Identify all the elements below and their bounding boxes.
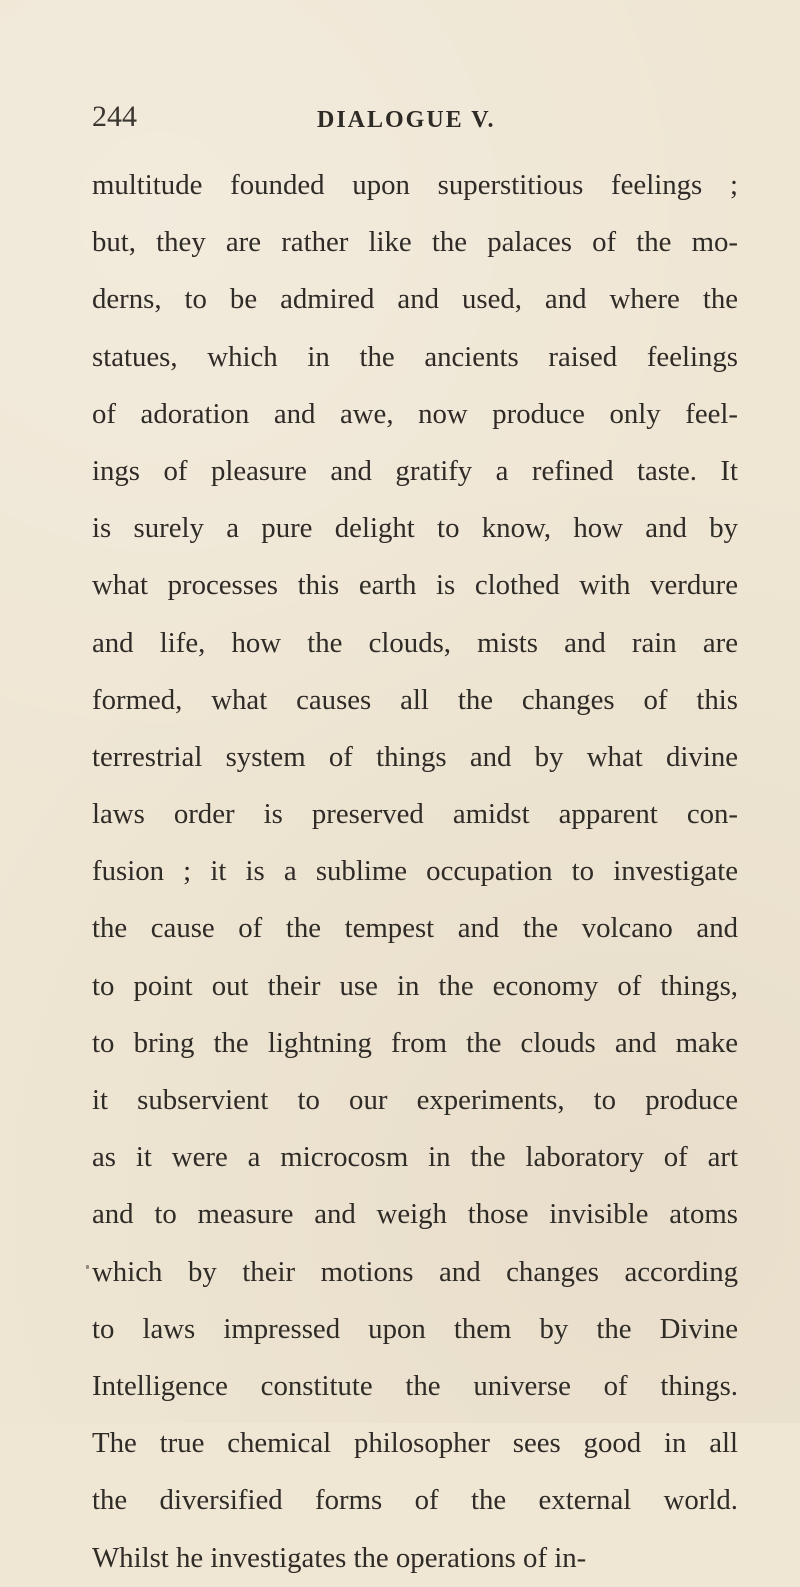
body-text	[92, 157, 738, 1587]
text-line: to point out their use in the economy of things,	[92, 969, 738, 1002]
paper-speck	[86, 1265, 89, 1269]
text-line: formed, what causes all the changes of this	[92, 683, 738, 716]
text-line: the diversified forms of the external world.	[92, 1484, 738, 1517]
text-line: and to measure and weigh those invisible atoms	[92, 1198, 738, 1231]
text-line: it subservient to our experiments, to produce	[92, 1084, 738, 1116]
text-line: which by their motions and changes according	[92, 1255, 738, 1288]
text-line: to bring the lightning from the clouds and make	[92, 1026, 738, 1059]
text-line: the cause of the tempest and the volcano and	[92, 912, 738, 945]
text-line: to laws impressed upon them by the Divine	[92, 1312, 738, 1345]
text-line: ings of pleasure and gratify a refined taste. It	[92, 454, 738, 487]
text-line: but, they are rather like the palaces of the mo-	[92, 226, 738, 259]
text-line: as it were a microcosm in the laboratory of art	[92, 1141, 738, 1174]
text-line: Whilst he investigates the operations of in-	[92, 1541, 587, 1574]
text-line: fusion ; it is a sublime occupation to investigate	[92, 855, 738, 888]
text-line: derns, to be admired and used, and where the	[92, 283, 738, 316]
text-line: laws order is preserved amidst apparent con-	[92, 798, 738, 831]
page-header	[92, 102, 742, 134]
text-line: of adoration and awe, now produce only feel-	[92, 397, 738, 430]
text-line: what processes this earth is clothed with verdure	[92, 569, 738, 602]
page-number: 244	[92, 100, 137, 133]
text-line: Intelligence constitute the universe of things.	[92, 1369, 738, 1402]
text-line: statues, which in the ancients raised feelings	[92, 340, 738, 373]
running-head: DIALOGUE V.	[317, 107, 496, 133]
text-line: The true chemical philosopher sees good in all	[92, 1427, 738, 1460]
text-line: is surely a pure delight to know, how and by	[92, 512, 738, 545]
text-line: multitude founded upon superstitious feelings ;	[92, 169, 738, 201]
text-line: terrestrial system of things and by what divine	[92, 740, 738, 773]
text-line: and life, how the clouds, mists and rain are	[92, 626, 738, 659]
